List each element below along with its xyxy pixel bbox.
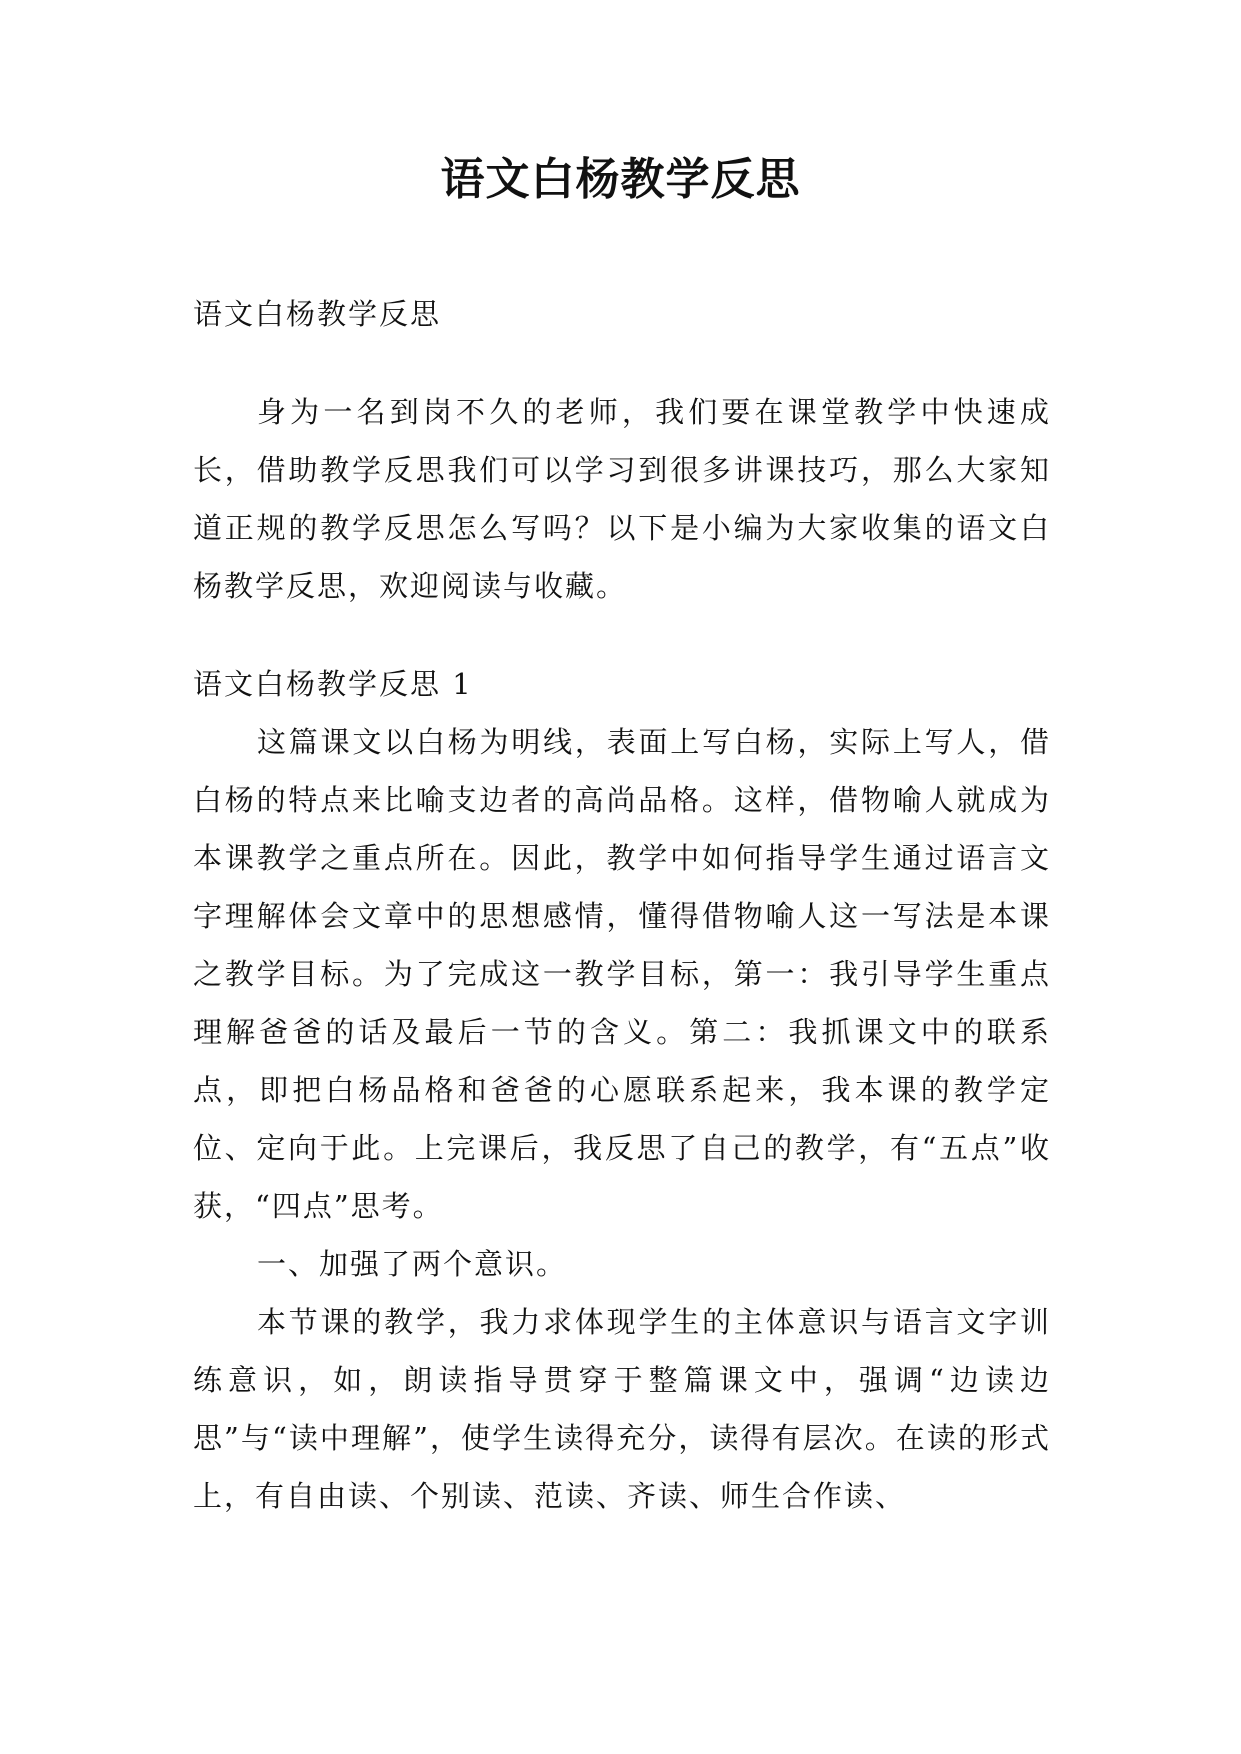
body-paragraph: 一、加强了两个意识。 [257,1247,568,1281]
spacer [193,615,1051,655]
body-paragraph: 本节课的教学，我力求体现学生的主体意识与语言文字训练意识，如，朗读指导贯穿于整篇课文中，强调“边读边思”与“读中理解”，使学生读得充分，读得有层次。在读的形式上，有自由读、个别读、范读、齐读、师生合作读、 [193,1305,1051,1513]
document-subtitle: 语文白杨教学反思 [193,297,442,331]
spacer [193,343,1051,383]
document-title: 语文白杨教学反思 [440,154,801,205]
document-body [193,285,1051,1525]
body-paragraph: 这篇课文以白杨为明线，表面上写白杨，实际上写人，借白杨的特点来比喻支边者的高尚品格。这样，借物喻人就成为本课教学之重点所在。因此，教学中如何指导学生通过语言文字理解体会文章中的思想感情，懂得借物喻人这一写法是本课之教学目标。为了完成这一教学目标，第一：我引导学生重点理解爸爸的话及最后一节的含义。第二：我抓课文中的联系点，即把白杨品格和爸爸的心愿联系起来，我本课的教学定位、定向于此。上完课后，我反思了自己的教学，有“五点”收获，“四点”思考。 [193,725,1051,1223]
intro-paragraph: 身为一名到岗不久的老师，我们要在课堂教学中快速成长，借助教学反思我们可以学习到很多讲课技巧，那么大家知道正规的教学反思怎么写吗？以下是小编为大家收集的语文白杨教学反思，欢迎阅读与收藏。 [193,395,1051,603]
section-heading: 语文白杨教学反思 1 [193,667,473,701]
